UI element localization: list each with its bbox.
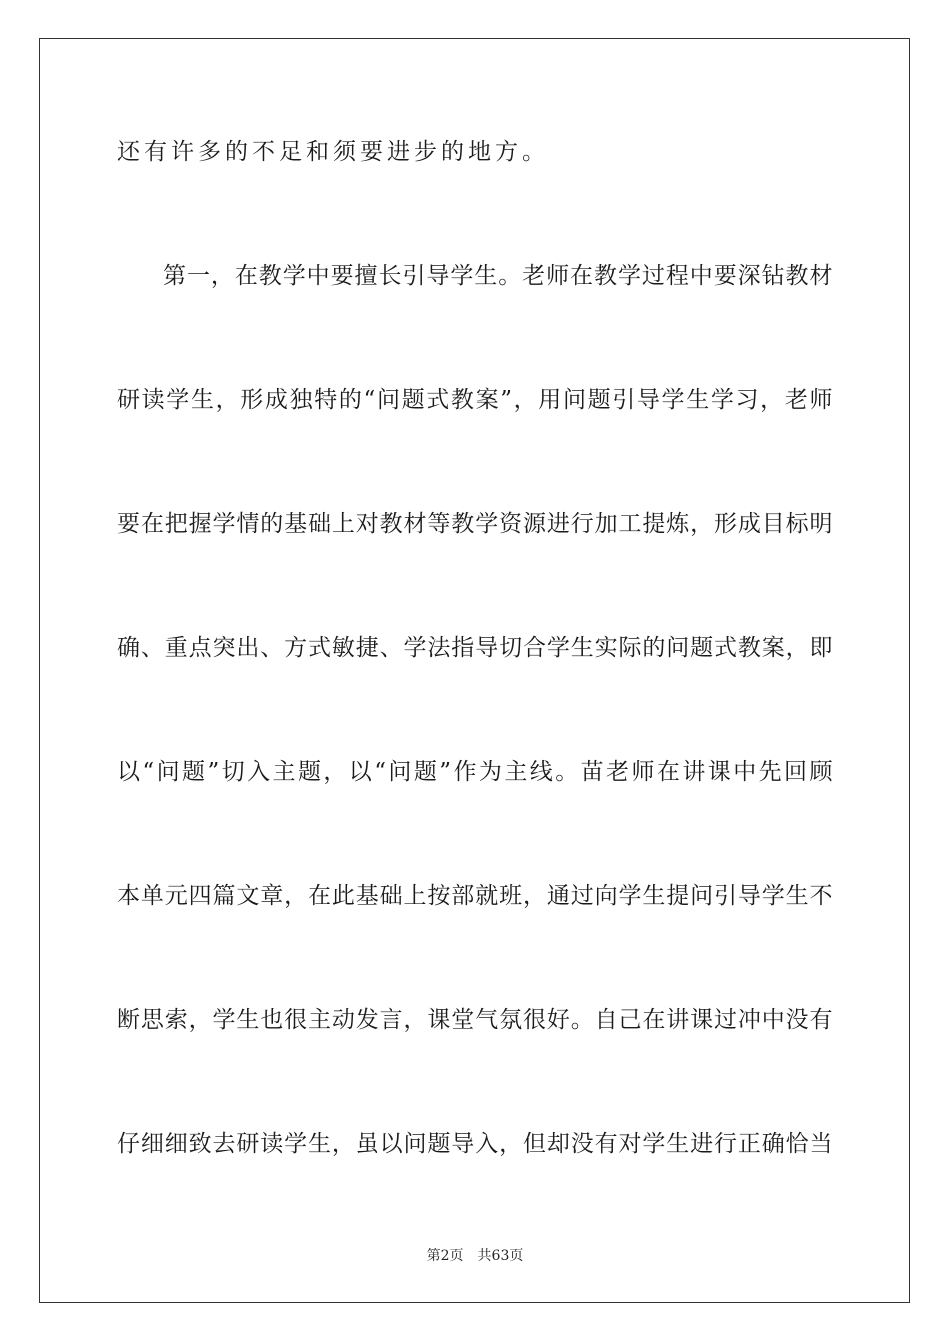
text-line-7: 本单元四篇文章，在此基础上按部就班，通过向学生提问引导学生不 — [117, 883, 833, 909]
text-line-6: 以“问题”切入主题，以“问题”作为主线。苗老师在讲课中先回顾 — [117, 759, 833, 785]
page-footer — [0, 1247, 950, 1265]
page-total: 共63页 — [477, 1248, 524, 1264]
text-line-3: 研读学生，形成独特的“问题式教案”，用问题引导学生学习，老师 — [117, 387, 833, 413]
text-line-1: 还有许多的不足和须要进步的地方。 — [117, 139, 549, 165]
text-line-4: 要在把握学情的基础上对教材等教学资源进行加工提炼，形成目标明 — [117, 511, 833, 537]
text-line-9: 仔细细致去研读学生，虽以问题导入，但却没有对学生进行正确恰当 — [117, 1131, 833, 1157]
text-line-8: 断思索，学生也很主动发言，课堂气氛很好。自己在讲课过冲中没有 — [117, 1007, 833, 1033]
page-number: 第2页 — [426, 1248, 464, 1264]
text-line-5: 确、重点突出、方式敏捷、学法指导切合学生实际的问题式教案，即 — [117, 635, 833, 661]
page-frame — [39, 38, 910, 1303]
text-line-2: 第一，在教学中要擅长引导学生。老师在教学过程中要深钻教材 — [163, 263, 833, 289]
